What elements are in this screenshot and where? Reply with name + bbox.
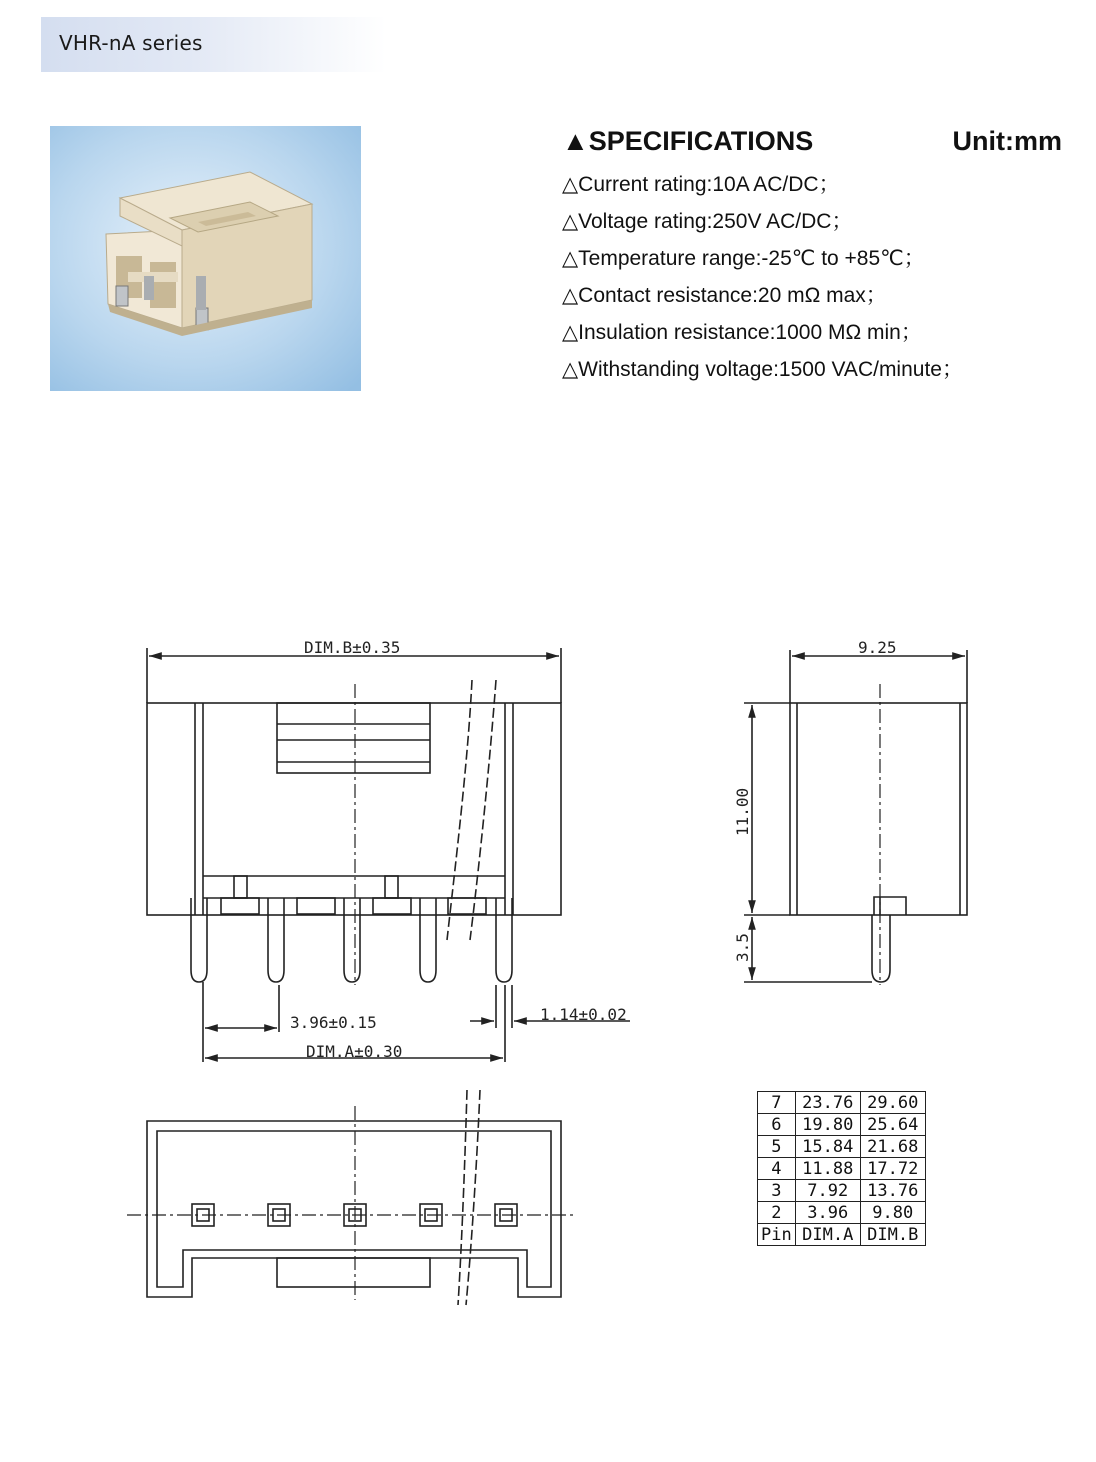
dim-a-cell: 7.92: [795, 1180, 860, 1202]
table-row: [758, 1136, 926, 1158]
dim-b-cell: 21.68: [860, 1136, 925, 1158]
dim-b-cell: 9.80: [860, 1202, 925, 1224]
dim-b-cell: 25.64: [860, 1114, 925, 1136]
spec-item: △Insulation resistance:1000 MΩ min；: [562, 321, 922, 344]
pin-cell: 2: [758, 1202, 796, 1224]
pin-width-label: 1.14±0.02: [540, 1005, 627, 1024]
dim-a-label: DIM.A±0.30: [306, 1042, 403, 1061]
pin-header-cell: Pin: [758, 1224, 796, 1246]
dim-b-cell: 17.72: [860, 1158, 925, 1180]
dim-a-cell: 19.80: [795, 1114, 860, 1136]
dimension-table: [757, 1091, 926, 1246]
dim-b-cell: 29.60: [860, 1092, 925, 1114]
table-row: [758, 1180, 926, 1202]
specs-unit: Unit:mm: [952, 126, 1062, 156]
side-view: [744, 650, 967, 985]
dim-b-header-cell: DIM.B: [860, 1224, 925, 1246]
table-row: [758, 1202, 926, 1224]
pin-cell: 7: [758, 1092, 796, 1114]
front-view: [147, 648, 630, 1062]
pin-cell: 3: [758, 1180, 796, 1202]
height-label: 11.00: [733, 787, 752, 836]
dim-a-cell: 23.76: [795, 1092, 860, 1114]
pitch-label: 3.96±0.15: [290, 1013, 377, 1032]
dim-a-cell: 11.88: [795, 1158, 860, 1180]
spec-item: △Contact resistance:20 mΩ max；: [562, 284, 887, 307]
pin-cell: 4: [758, 1158, 796, 1180]
dim-a-header-cell: DIM.A: [795, 1224, 860, 1246]
dim-a-cell: 3.96: [795, 1202, 860, 1224]
table-row: [758, 1092, 926, 1114]
dim-b-cell: 13.76: [860, 1180, 925, 1202]
pin-cell: 5: [758, 1136, 796, 1158]
spec-item: △Temperature range:-25℃ to +85℃；: [562, 247, 925, 270]
dim-a-cell: 15.84: [795, 1136, 860, 1158]
dim-b-label: DIM.B±0.35: [304, 638, 401, 657]
pin-length-label: 3.5: [733, 933, 752, 962]
top-view: [127, 1090, 577, 1305]
pin-cell: 6: [758, 1114, 796, 1136]
series-title: VHR-nA series: [59, 31, 203, 55]
spec-item: △Voltage rating:250V AC/DC；: [562, 210, 853, 233]
table-row: [758, 1114, 926, 1136]
spec-item: △Current rating:10A AC/DC；: [562, 173, 840, 196]
specs-title: ▲SPECIFICATIONS: [562, 126, 814, 156]
spec-item: △Withstanding voltage:1500 VAC/minute；: [562, 358, 963, 381]
table-row: [758, 1158, 926, 1180]
depth-label: 9.25: [858, 638, 897, 657]
table-header-row: [758, 1224, 926, 1246]
